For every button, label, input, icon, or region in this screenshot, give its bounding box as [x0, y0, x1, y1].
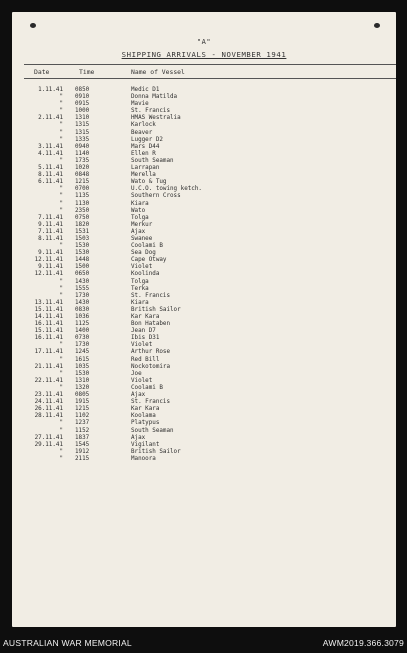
vessel-name-cell: Ajax	[131, 228, 146, 235]
document-title	[12, 50, 396, 59]
table-row	[12, 271, 396, 278]
time-cell: 1215	[75, 406, 90, 413]
table-row	[12, 250, 396, 257]
date-cell: 7.11.41	[38, 228, 63, 235]
date-cell: 8.11.41	[38, 235, 63, 242]
table-row	[12, 193, 396, 200]
date-cell: 22.11.41	[34, 377, 63, 384]
table-row	[12, 130, 396, 137]
table-row	[12, 101, 396, 108]
time-cell: 0750	[75, 214, 90, 221]
vessel-name-cell: Beaver	[131, 129, 153, 136]
date-cell: 26.11.41	[34, 406, 63, 413]
time-cell: 1320	[75, 384, 90, 391]
date-cell: "	[59, 101, 63, 108]
time-cell: 1102	[75, 413, 90, 420]
time-cell: 0848	[75, 172, 90, 179]
time-cell: 1837	[75, 434, 90, 441]
column-header-time: Time	[79, 68, 95, 76]
date-cell: 3.11.41	[38, 143, 63, 150]
time-cell: 1530	[75, 243, 90, 250]
time-cell: 0730	[75, 335, 90, 342]
vessel-name-cell: Kar Kara	[131, 314, 160, 320]
document-page	[12, 12, 396, 627]
time-cell: 1310	[75, 115, 90, 122]
time-cell: 1912	[75, 448, 90, 455]
table-row	[12, 378, 396, 385]
time-cell: 1315	[75, 129, 90, 136]
time-cell: 1400	[75, 328, 90, 335]
vessel-name-cell: Platypus	[131, 420, 160, 427]
vessel-name-cell: Cape Otway	[131, 257, 167, 264]
table-row	[12, 279, 396, 286]
time-cell: 1545	[75, 441, 90, 448]
vessel-name-cell: Ibis D31	[131, 335, 160, 342]
punch-hole	[30, 23, 36, 28]
vessel-name-cell: Tolga	[131, 214, 149, 221]
vessel-name-cell: U.C.O. towing ketch.	[131, 186, 202, 193]
table-row	[12, 456, 396, 463]
date-cell: 5.11.41	[38, 165, 63, 172]
time-cell: 1448	[75, 257, 90, 264]
time-cell: 1430	[75, 278, 90, 285]
table-row	[12, 328, 396, 335]
vessel-name-cell: Lugger D2	[131, 136, 163, 143]
vessel-name-cell: Violet	[131, 342, 153, 349]
time-cell: 1215	[75, 179, 90, 186]
table-row	[12, 172, 396, 179]
table-row	[12, 222, 396, 229]
time-cell: 2350	[75, 207, 90, 214]
vessel-name-cell: Sea Dog	[131, 250, 156, 257]
time-cell: 1335	[75, 136, 90, 143]
time-cell: 1020	[75, 165, 90, 172]
date-cell: "	[59, 292, 63, 299]
table-row	[12, 115, 396, 122]
date-cell: 6.11.41	[38, 179, 63, 186]
date-cell: 4.11.41	[38, 150, 63, 157]
time-cell: 1500	[75, 264, 90, 271]
time-cell: 0830	[75, 306, 90, 313]
table-row	[12, 286, 396, 293]
table-row	[12, 371, 396, 378]
table-row	[12, 335, 396, 342]
table-row	[12, 435, 396, 442]
table-row	[12, 215, 396, 222]
vessel-name-cell: Larrapan	[131, 165, 160, 172]
date-cell: "	[59, 108, 63, 115]
header-bottom-rule	[24, 78, 396, 79]
column-header-date: Date	[34, 68, 50, 76]
vessel-name-cell: British Sailor	[131, 448, 181, 455]
date-cell: 12.11.41	[34, 271, 63, 278]
date-cell: "	[59, 129, 63, 136]
table-row	[12, 420, 396, 427]
time-cell: 1237	[75, 420, 90, 427]
column-header-vessel: Name of Vessel	[131, 68, 185, 76]
table-row	[12, 208, 396, 215]
vessel-name-cell: Southern Cross	[131, 193, 181, 200]
time-cell: 1430	[75, 299, 90, 306]
vessel-name-cell: Kiara	[131, 299, 149, 306]
time-cell: 1530	[75, 370, 90, 377]
time-cell: 1125	[75, 321, 90, 328]
vessel-name-cell: Wato	[131, 207, 146, 214]
table-row	[12, 94, 396, 101]
arrivals-table	[12, 87, 396, 463]
vessel-name-cell: Wato & Tug	[131, 179, 167, 186]
vessel-name-cell: HMAS Westralia	[131, 115, 181, 122]
date-cell: "	[59, 278, 63, 285]
vessel-name-cell: Coolami B	[131, 243, 163, 250]
time-cell: 1820	[75, 221, 90, 228]
date-cell: "	[59, 157, 63, 164]
vessel-name-cell: Ajax	[131, 392, 146, 399]
table-row	[12, 137, 396, 144]
vessel-name-cell: St. Francis	[131, 108, 171, 115]
footer-accession-number: AWM2019.366.3079	[322, 638, 404, 648]
table-row	[12, 413, 396, 420]
date-cell: 12.11.41	[34, 257, 63, 264]
vessel-name-cell: Red Bill	[131, 356, 160, 363]
date-cell: 15.11.41	[34, 328, 63, 335]
document-label: "A"	[196, 38, 212, 46]
table-row	[12, 357, 396, 364]
time-cell: 1152	[75, 427, 90, 434]
date-cell: "	[59, 370, 63, 377]
table-row	[12, 428, 396, 435]
time-cell: 1130	[75, 200, 90, 207]
vessel-name-cell: Mars D44	[131, 143, 160, 150]
date-cell: 13.11.41	[34, 299, 63, 306]
table-row	[12, 342, 396, 349]
date-cell: 9.11.41	[38, 221, 63, 228]
vessel-name-cell: Mavie	[131, 101, 149, 108]
vessel-name-cell: Vigilant	[131, 441, 160, 448]
time-cell: 0915	[75, 101, 90, 108]
table-row	[12, 229, 396, 236]
vessel-name-cell: Coolami B	[131, 384, 163, 391]
vessel-name-cell: Kar Kara	[131, 406, 160, 413]
date-cell: 29.11.41	[34, 441, 63, 448]
footer-credit: AUSTRALIAN WAR MEMORIAL	[3, 638, 132, 648]
date-cell: "	[59, 136, 63, 143]
table-row	[12, 87, 396, 94]
table-row	[12, 321, 396, 328]
table-row	[12, 236, 396, 243]
vessel-name-cell: Joe	[131, 370, 142, 377]
table-row	[12, 158, 396, 165]
time-cell: 0940	[75, 143, 90, 150]
time-cell: 1530	[75, 250, 90, 257]
date-cell: "	[59, 186, 63, 193]
vessel-name-cell: Koolinda	[131, 271, 160, 278]
time-cell: 0650	[75, 271, 90, 278]
date-cell: "	[59, 193, 63, 200]
table-row	[12, 293, 396, 300]
table-row	[12, 314, 396, 321]
date-cell: "	[59, 122, 63, 129]
vessel-name-cell: British Sailor	[131, 306, 181, 313]
table-row	[12, 364, 396, 371]
date-cell: "	[59, 207, 63, 214]
date-cell: "	[59, 342, 63, 349]
table-row	[12, 108, 396, 115]
date-cell: "	[59, 384, 63, 391]
vessel-name-cell: South Seaman	[131, 157, 174, 164]
vessel-name-cell: Tolga	[131, 278, 149, 285]
time-cell: 1615	[75, 356, 90, 363]
date-cell: 16.11.41	[34, 335, 63, 342]
date-cell: 14.11.41	[34, 314, 63, 320]
date-cell: 17.11.41	[34, 349, 63, 356]
time-cell: 1555	[75, 285, 90, 292]
date-cell: 9.11.41	[38, 264, 63, 271]
date-cell: 9.11.41	[38, 250, 63, 257]
table-row	[12, 186, 396, 193]
date-cell: 16.11.41	[34, 321, 63, 328]
table-row	[12, 385, 396, 392]
date-cell: "	[59, 243, 63, 250]
vessel-name-cell: Koolama	[131, 413, 156, 420]
table-row	[12, 144, 396, 151]
vessel-name-cell: Medic D1	[131, 87, 160, 93]
time-cell: 1730	[75, 342, 90, 349]
date-cell: 28.11.41	[34, 413, 63, 420]
vessel-name-cell: Swanee	[131, 235, 153, 242]
time-cell: 0805	[75, 392, 90, 399]
time-cell: 1036	[75, 314, 90, 320]
table-row	[12, 392, 396, 399]
time-cell: 1315	[75, 122, 90, 129]
table-row	[12, 442, 396, 449]
time-cell: 1000	[75, 108, 90, 115]
time-cell: 1245	[75, 349, 90, 356]
date-cell: 7.11.41	[38, 214, 63, 221]
date-cell: "	[59, 200, 63, 207]
date-cell: 8.11.41	[38, 172, 63, 179]
vessel-name-cell: Ellen R	[131, 150, 156, 157]
table-row	[12, 151, 396, 158]
date-cell: 1.11.41	[38, 87, 63, 93]
punch-hole	[374, 23, 380, 28]
time-cell: 1310	[75, 377, 90, 384]
date-cell: 27.11.41	[34, 434, 63, 441]
header-top-rule	[24, 64, 396, 65]
table-row	[12, 264, 396, 271]
date-cell: "	[59, 285, 63, 292]
date-cell: "	[59, 427, 63, 434]
table-row	[12, 307, 396, 314]
date-cell: 2.11.41	[38, 115, 63, 122]
vessel-name-cell: St. Francis	[131, 399, 171, 406]
vessel-name-cell: Merkur	[131, 221, 153, 228]
time-cell: 1140	[75, 150, 90, 157]
time-cell: 1035	[75, 363, 90, 370]
vessel-name-cell: Violet	[131, 264, 153, 271]
vessel-name-cell: Bon Hataben	[131, 321, 171, 328]
vessel-name-cell: Merella	[131, 172, 156, 179]
date-cell: 21.11.41	[34, 363, 63, 370]
vessel-name-cell: St. Francis	[131, 292, 171, 299]
date-cell: "	[59, 455, 63, 462]
table-row	[12, 201, 396, 208]
time-cell: 0850	[75, 87, 90, 93]
date-cell: "	[59, 356, 63, 363]
vessel-name-cell: Terka	[131, 285, 149, 292]
table-row	[12, 300, 396, 307]
date-cell: "	[59, 448, 63, 455]
vessel-name-cell: Violet	[131, 377, 153, 384]
time-cell: 1735	[75, 157, 90, 164]
table-row	[12, 406, 396, 413]
time-cell: 1135	[75, 193, 90, 200]
table-row	[12, 349, 396, 356]
date-cell: "	[59, 420, 63, 427]
time-cell: 0910	[75, 94, 90, 101]
time-cell: 1915	[75, 399, 90, 406]
vessel-name-cell: South Seaman	[131, 427, 174, 434]
vessel-name-cell: Manoora	[131, 455, 156, 462]
vessel-name-cell: Kiara	[131, 200, 149, 207]
time-cell: 1503	[75, 235, 90, 242]
vessel-name-cell: Arthur Rose	[131, 349, 171, 356]
table-row	[12, 449, 396, 456]
time-cell: 2115	[75, 455, 90, 462]
date-cell: "	[59, 94, 63, 101]
date-cell: 24.11.41	[34, 399, 63, 406]
date-cell: 23.11.41	[34, 392, 63, 399]
time-cell: 1531	[75, 228, 90, 235]
vessel-name-cell: Nockotomira	[131, 363, 171, 370]
time-cell: 0700	[75, 186, 90, 193]
vessel-name-cell: Karlock	[131, 122, 156, 129]
vessel-name-cell: Donna Matilda	[131, 94, 178, 101]
document-title-text: SHIPPING ARRIVALS - NOVEMBER 1941	[121, 50, 287, 59]
table-row	[12, 243, 396, 250]
table-row	[12, 179, 396, 186]
table-row	[12, 165, 396, 172]
table-row	[12, 122, 396, 129]
table-row	[12, 257, 396, 264]
time-cell: 1730	[75, 292, 90, 299]
vessel-name-cell: Ajax	[131, 434, 146, 441]
vessel-name-cell: Jean D7	[131, 328, 156, 335]
table-row	[12, 399, 396, 406]
date-cell: 15.11.41	[34, 306, 63, 313]
